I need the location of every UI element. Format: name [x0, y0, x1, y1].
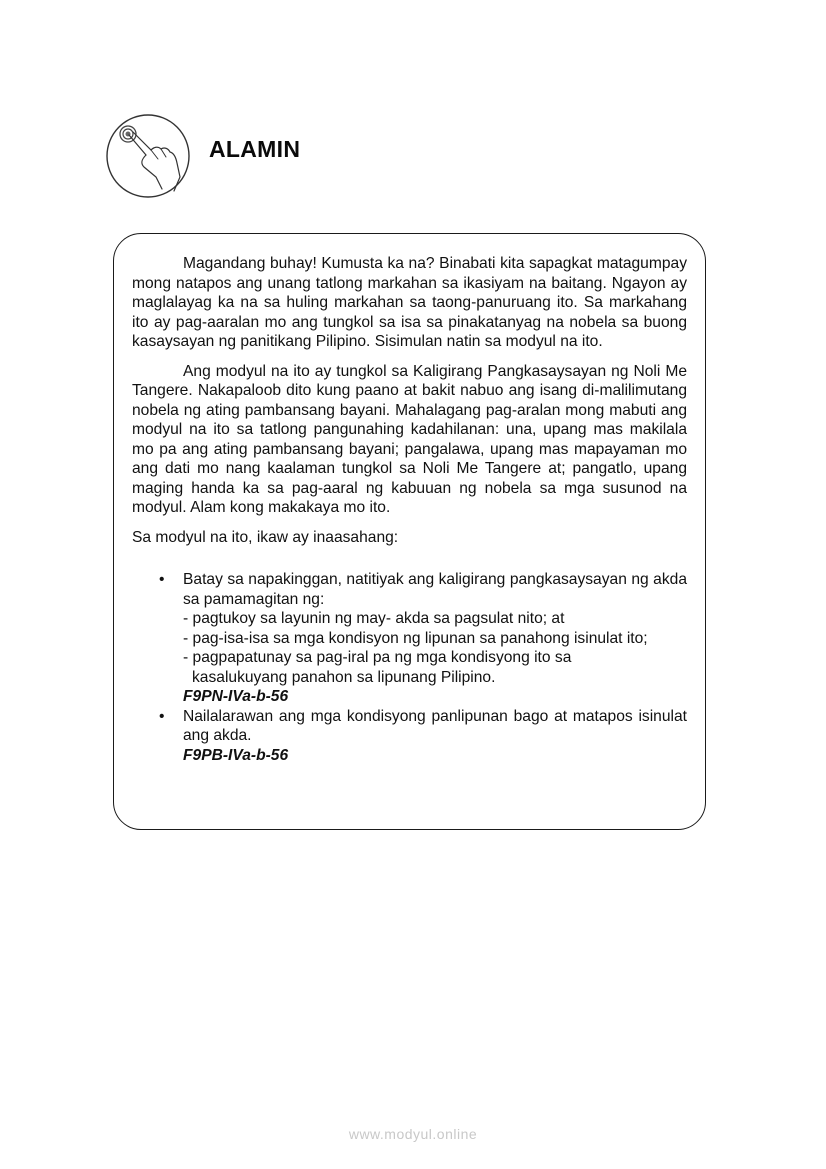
objective-subitem: - pagpapatunay sa pag-iral pa ng mga kondisyong ito sa [183, 649, 572, 666]
objective-item [132, 570, 687, 707]
objectives-intro: Sa modyul na ito, ikaw ay inaasahang: [132, 528, 399, 546]
competency-code: F9PB-IVa-b-56 [183, 746, 289, 764]
objective-text: Batay sa napakinggan, natitiyak ang kaligirang pangkasaysayan ng akda sa pamamagitan ng: [183, 571, 687, 608]
objective-subitem-continuation: kasalukuyang panahon sa lipunang Pilipino. [192, 668, 496, 686]
section-title: ALAMIN [209, 136, 301, 162]
objective-text: Nailalarawan ang mga kondisyong panlipunan bago at matapos isinulat ang akda. [183, 707, 687, 744]
competency-code: F9PN-IVa-b-56 [183, 688, 289, 705]
content-body [132, 254, 687, 765]
watermark: www.modyul.online [348, 1126, 478, 1142]
intro-paragraph: Magandang buhay! Kumusta ka na? Binabati kita sapagkat matagumpay mong natapos ang unang tatlong markahan sa ikasiyam na baitang. Ngayon ay maglalayag ka na sa huling markahan sa taong-panuruang ito. Sa markahang ito ay pag-aaralan mo ang tungkol sa isa sa pinakatanyag na nobela sa buong kasaysayan ng panitikang Pilipino. Sisimulan natin sa modyul na ito. [132, 255, 687, 350]
content-box [113, 233, 706, 830]
hand-touch-icon [104, 113, 196, 199]
objective-item [132, 707, 687, 766]
module-description-paragraph: Ang modyul na ito ay tungkol sa Kaligirang Pangkasaysayan ng Noli Me Tangere. Nakapaloob dito kung paano at bakit nabuo ang isang di-malilimutang nobela ng ating pambansang bayani. Mahalagang pag-aralan mong mabuti ang modyul na ito sa tatlong pangunahing kadahilanan: una, upang mas makilala mo pa ang ating pambansang bayani; pangalawa, upang mas mapayaman mo ang dati mo nang kaalaman tungkol sa Noli Me Tangere at; pangatlo, upang maging handa ka sa pag-aaral ng kabuuan ng nobela sa mga susunod na modyul. Alam kong makakaya mo ito. [132, 362, 687, 516]
objectives-list [132, 570, 687, 765]
bullet-icon: • [159, 571, 165, 588]
objective-subitem: - pag-isa-isa sa mga kondisyon ng lipunan sa panahong isinulat ito; [183, 629, 648, 647]
objective-subitem: - pagtukoy sa layunin ng may- akda sa pagsulat nito; at [183, 610, 565, 627]
bullet-icon: • [159, 707, 165, 725]
